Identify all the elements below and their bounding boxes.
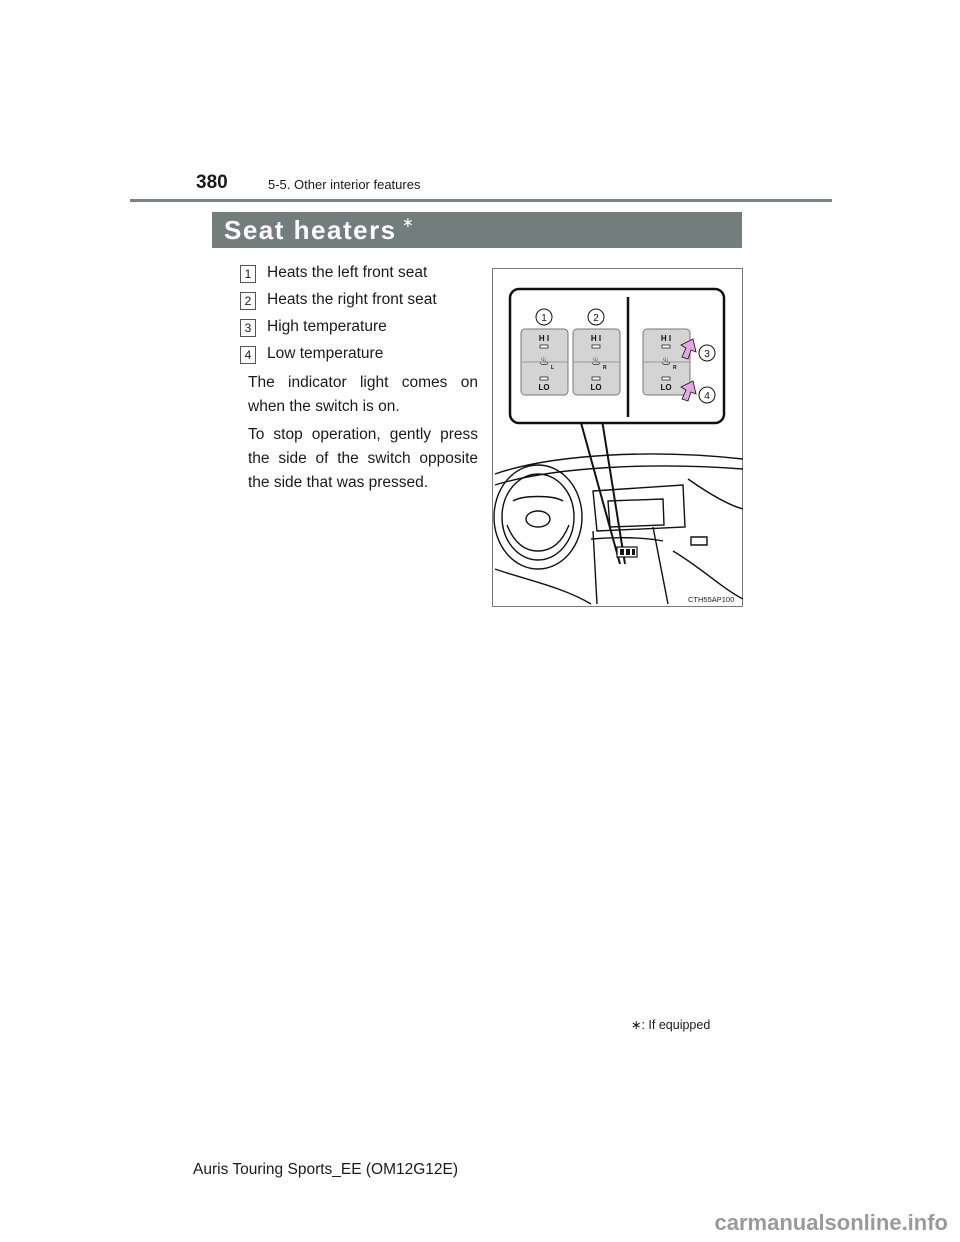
seat-heat-icon: ♨ xyxy=(590,354,602,368)
item-text: High temperature xyxy=(267,318,387,335)
item-number: 4 xyxy=(240,346,256,364)
detail-seat-letter: R xyxy=(673,365,677,371)
item-number: 1 xyxy=(240,265,256,283)
item-text: Heats the left front seat xyxy=(267,264,428,281)
figure-code: CTH55AP100 xyxy=(688,595,735,604)
header-rule xyxy=(130,199,832,202)
list-item xyxy=(240,290,480,317)
item-text: Heats the right front seat xyxy=(267,291,437,308)
seat-heater-illustration xyxy=(492,268,743,607)
watermark: carmanualsonline.info xyxy=(714,1210,948,1235)
asterisk-icon: ∗ xyxy=(402,214,414,230)
right-hi-label: H I xyxy=(590,334,602,343)
stop-operation-note: To stop operation, gently press the side of the switch opposite the side that was pressed. xyxy=(248,426,478,491)
item-text: Low temperature xyxy=(267,345,384,362)
title-bar xyxy=(212,212,742,248)
footer-model: Auris Touring Sports_EE (OM12G12E) xyxy=(193,1161,459,1178)
footnote: ∗: If equipped xyxy=(631,1018,711,1032)
numbered-list xyxy=(240,263,480,371)
callout-4: 4 xyxy=(704,391,710,402)
indicator-note: The indicator light comes on when the switch is on. xyxy=(248,374,478,415)
page-number: 380 xyxy=(196,172,228,193)
seat-heat-icon: ♨ xyxy=(538,354,550,368)
left-lo-label: LO xyxy=(538,383,550,392)
page-title: Seat heaters xyxy=(224,215,397,245)
callout-1: 1 xyxy=(541,313,547,324)
right-lo-label: LO xyxy=(590,383,602,392)
item-number: 3 xyxy=(240,319,256,337)
illustration-drawing xyxy=(493,269,744,608)
callout-2: 2 xyxy=(593,313,599,324)
item-number: 2 xyxy=(240,292,256,310)
right-seat-letter: R xyxy=(603,365,607,371)
list-item xyxy=(240,263,480,290)
callout-3: 3 xyxy=(704,349,710,360)
list-item xyxy=(240,317,480,344)
detail-lo-label: LO xyxy=(660,383,672,392)
section-label: 5-5. Other interior features xyxy=(268,177,421,192)
seat-heat-icon: ♨ xyxy=(660,354,672,368)
list-item xyxy=(240,344,480,371)
detail-hi-label: H I xyxy=(660,334,672,343)
left-seat-letter: L xyxy=(551,365,555,371)
left-hi-label: H I xyxy=(538,334,550,343)
